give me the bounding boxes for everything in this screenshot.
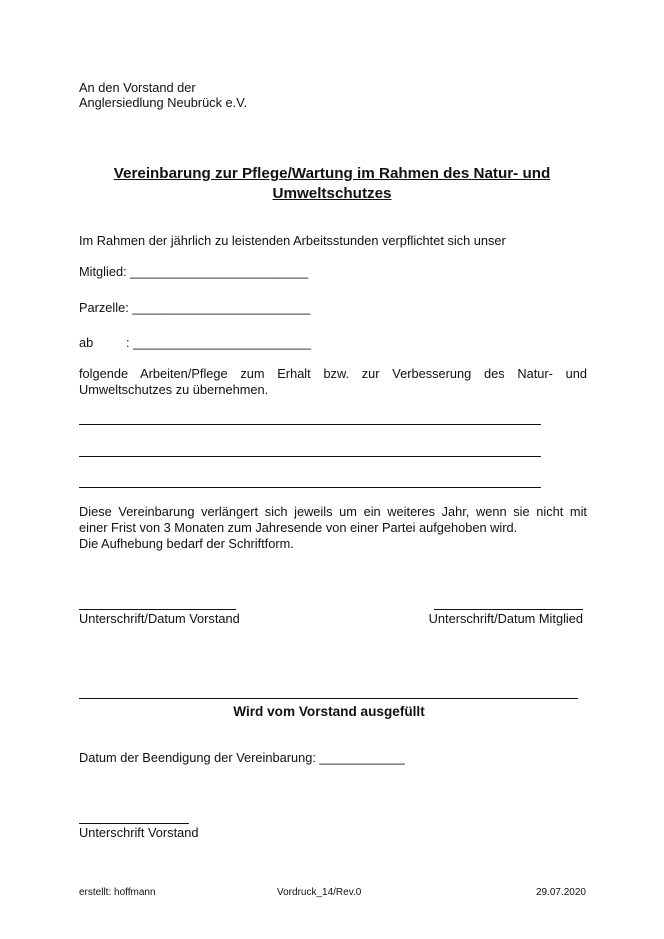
- footer-form-id: Vordruck_14/Rev.0: [277, 887, 362, 898]
- member-signature-line[interactable]: [434, 609, 583, 610]
- footer-date: 29.07.2020: [535, 887, 586, 898]
- title-line-2: Umweltschutzes: [272, 185, 392, 202]
- from-blank[interactable]: _________________________: [133, 335, 312, 350]
- member-field: [79, 264, 308, 280]
- agreement-line-2: einer Frist von 3 Monaten zum Jahresende von einer Partei aufgehoben wird.: [79, 520, 518, 535]
- member-label: Mitglied:: [79, 264, 131, 279]
- task-line-1[interactable]: [79, 424, 541, 425]
- tasks-line-1: folgende Arbeiten/Pflege zum Erhalt bzw. zur Verbesserung des Natur- und: [79, 366, 587, 381]
- parcel-field: [79, 300, 310, 316]
- board-final-signature-line[interactable]: [79, 823, 189, 824]
- member-blank[interactable]: _________________________: [130, 264, 309, 279]
- agreement-line-1: Diese Vereinbarung verlängert sich jeweils um ein weiteres Jahr, wenn sie nicht mit: [79, 504, 587, 519]
- from-field: [126, 335, 311, 351]
- task-line-2[interactable]: [79, 456, 541, 457]
- recipient-line-1: An den Vorstand der: [79, 80, 196, 95]
- end-date-blank[interactable]: ____________: [319, 750, 405, 765]
- tasks-line-2: Umweltschutzes zu übernehmen.: [79, 382, 269, 397]
- parcel-blank[interactable]: _________________________: [132, 300, 311, 315]
- board-signature-label: Unterschrift/Datum Vorstand: [79, 611, 240, 626]
- agreement-paragraph: [79, 504, 587, 552]
- board-section-divider: [79, 698, 578, 699]
- member-signature-label: Unterschrift/Datum Mitglied: [428, 611, 583, 626]
- task-line-3[interactable]: [79, 487, 541, 488]
- end-date-field: [79, 750, 405, 766]
- intro-text: Im Rahmen der jährlich zu leistenden Arbeitsstunden verpflichtet sich unser: [79, 233, 506, 248]
- title-line-1: Vereinbarung zur Pflege/Wartung im Rahmen des Natur- und: [113, 165, 551, 182]
- footer-created-by: erstellt: hoffmann: [79, 887, 156, 898]
- tasks-paragraph: [79, 366, 587, 398]
- board-final-signature-label: Unterschrift Vorstand: [79, 825, 199, 840]
- from-colon: :: [126, 335, 130, 350]
- board-signature-line[interactable]: [79, 609, 236, 610]
- parcel-label: Parzelle:: [79, 300, 133, 315]
- from-label: ab: [79, 335, 94, 350]
- recipient-line-2: Anglersiedlung Neubrück e.V.: [79, 95, 248, 110]
- document-title: [0, 164, 664, 204]
- agreement-line-3: Die Aufhebung bedarf der Schriftform.: [79, 536, 294, 551]
- board-section-heading: Wird vom Vorstand ausgefüllt: [233, 704, 425, 719]
- end-date-label: Datum der Beendigung der Vereinbarung:: [79, 750, 320, 765]
